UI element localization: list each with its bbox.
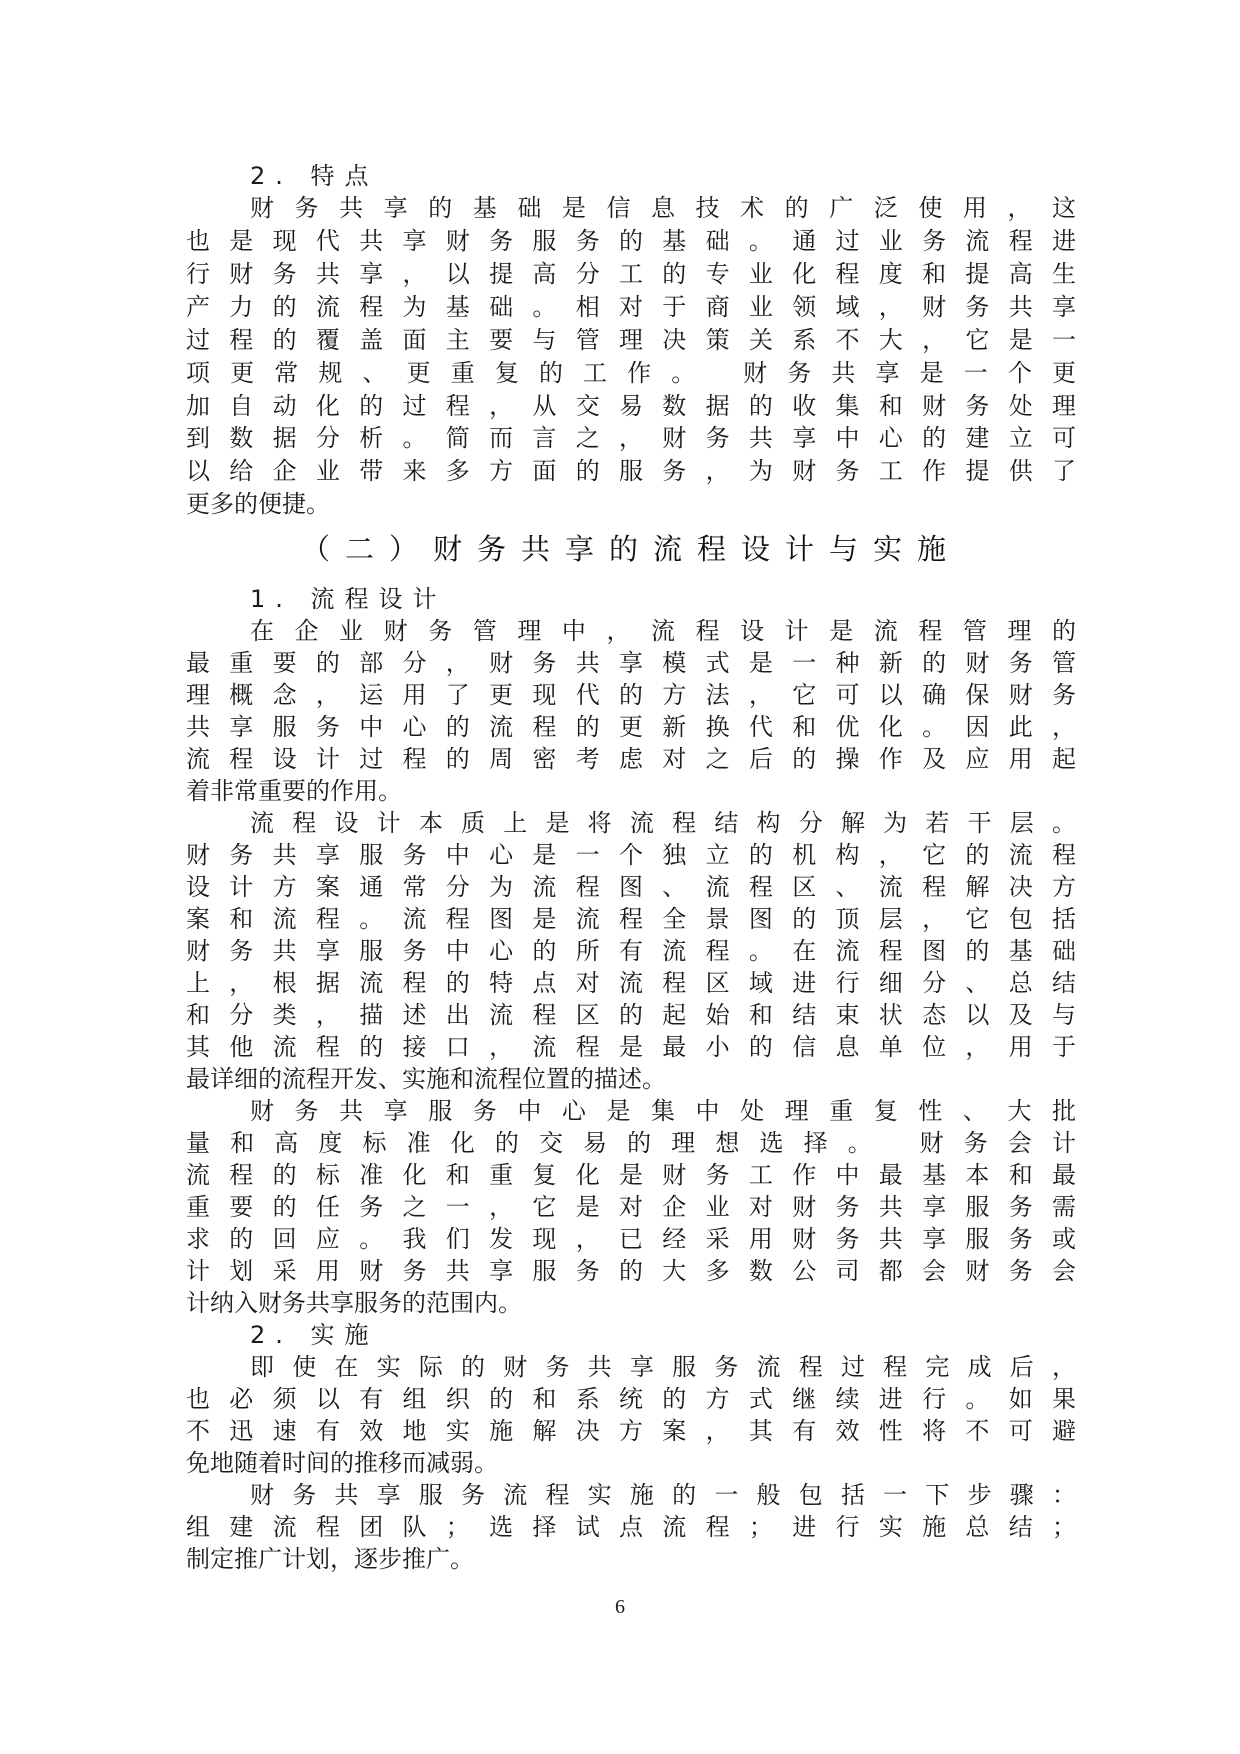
text-line: 案和流程。流程图是流程全景图的顶层，它包括	[186, 905, 1076, 933]
text-line: 行财务共享，以提高分工的专业化程度和提高生	[186, 260, 1076, 288]
text-line: 财务共享服务中心是集中处理重复性、大批	[250, 1097, 1076, 1125]
text-line: 财务共享服务中心的所有流程。在流程图的基础	[186, 937, 1076, 965]
text-line: 更多的便捷。	[186, 490, 330, 518]
page-number: 6	[615, 1596, 625, 1618]
text-line: 计纳入财务共享服务的范围内。	[186, 1289, 522, 1317]
text-line: 设计方案通常分为流程图、流程区、流程解决方	[186, 873, 1076, 901]
text-line: 财务共享服务流程实施的一般包括一下步骤：	[250, 1481, 1076, 1509]
text-line: 以给企业带来多方面的服务，为财务工作提供了	[186, 457, 1076, 485]
text-line: 财务共享的基础是信息技术的广泛使用，这	[250, 194, 1076, 222]
text-line: 财务共享服务中心是一个独立的机构，它的流程	[186, 841, 1076, 869]
text-line: 最详细的流程开发、实施和流程位置的描述。	[186, 1065, 666, 1093]
subsection-heading-implementation: 2. 实施	[250, 1321, 379, 1349]
text-line: 项更常规、更重复的工作。 财务共享是一个更	[186, 359, 1076, 387]
text-line: 也是现代共享财务服务的基础。通过业务流程进	[186, 227, 1076, 255]
text-line: 产力的流程为基础。相对于商业领域，财务共享	[186, 293, 1076, 321]
text-line: 其他流程的接口，流程是最小的信息单位，用于	[186, 1033, 1076, 1061]
section-title-process-design: （二）财务共享的流程设计与实施	[300, 532, 961, 566]
text-line: 共享服务中心的流程的更新换代和优化。因此，	[186, 713, 1076, 741]
text-line: 在企业财务管理中，流程设计是流程管理的	[250, 617, 1076, 645]
text-line: 上，根据流程的特点对流程区域进行细分、总结	[186, 969, 1076, 997]
text-line: 制定推广计划，逐步推广。	[186, 1545, 474, 1573]
text-line: 流程设计本质上是将流程结构分解为若干层。	[250, 809, 1076, 837]
text-line: 最重要的部分，财务共享模式是一种新的财务管	[186, 649, 1076, 677]
subsection-heading-process-design: 1. 流程设计	[250, 585, 447, 613]
text-line: 计划采用财务共享服务的大多数公司都会财务会	[186, 1257, 1076, 1285]
text-line: 加自动化的过程，从交易数据的收集和财务处理	[186, 392, 1076, 420]
text-line: 和分类，描述出流程区的起始和结束状态以及与	[186, 1001, 1076, 1029]
text-line: 也必须以有组织的和系统的方式继续进行。如果	[186, 1385, 1076, 1413]
text-line: 即使在实际的财务共享服务流程过程完成后，	[250, 1353, 1076, 1381]
text-line: 求的回应。我们发现，已经采用财务共享服务或	[186, 1225, 1076, 1253]
text-line: 流程的标准化和重复化是财务工作中最基本和最	[186, 1161, 1076, 1189]
text-line: 组建流程团队；选择试点流程；进行实施总结；	[186, 1513, 1076, 1541]
text-line: 免地随着时间的推移而减弱。	[186, 1449, 498, 1477]
section-heading-features: 2. 特点	[250, 162, 379, 190]
text-line: 过程的覆盖面主要与管理决策关系不大，它是一	[186, 326, 1076, 354]
text-line: 量和高度标准化的交易的理想选择。 财务会计	[186, 1129, 1076, 1157]
text-line: 不迅速有效地实施解决方案，其有效性将不可避	[186, 1417, 1076, 1445]
text-line: 着非常重要的作用。	[186, 777, 402, 805]
text-line: 重要的任务之一，它是对企业对财务共享服务需	[186, 1193, 1076, 1221]
text-line: 理概念，运用了更现代的方法，它可以确保财务	[186, 681, 1076, 709]
text-line: 流程设计过程的周密考虑对之后的操作及应用起	[186, 745, 1076, 773]
text-line: 到数据分析。简而言之，财务共享中心的建立可	[186, 424, 1076, 452]
